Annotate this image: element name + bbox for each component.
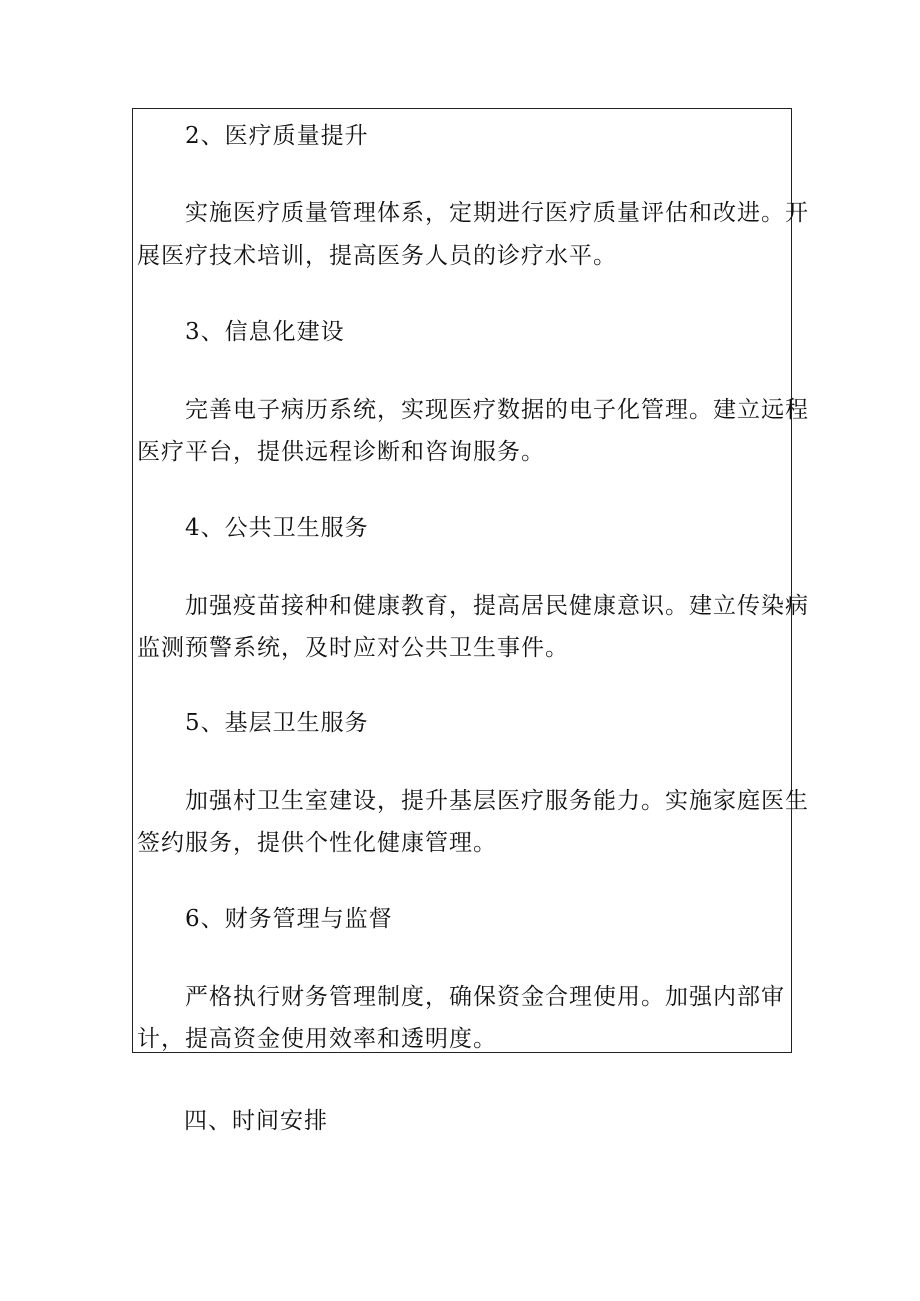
section-heading-primary-care: 5、基层卫生服务 [185,710,369,736]
section-heading-public-health: 4、公共卫生服务 [185,515,369,541]
section-body-public-health-line1: 加强疫苗接种和健康教育，提高居民健康意识。建立传染病 [185,593,809,619]
section-body-primary-care-line1: 加强村卫生室建设，提升基层医疗服务能力。实施家庭医生 [185,788,809,814]
section-heading-finance: 6、财务管理与监督 [185,906,393,932]
section-body-informatization-line1: 完善电子病历系统，实现医疗数据的电子化管理。建立远程 [185,397,809,423]
section-body-finance-line2: 计，提高资金使用效率和透明度。 [137,1026,497,1052]
content-table-cell [132,108,809,1053]
section-heading-informatization: 3、信息化建设 [185,319,345,345]
section-body-finance-line1: 严格执行财务管理制度，确保资金合理使用。加强内部审 [185,984,785,1010]
section-body-public-health-line2: 监测预警系统，及时应对公共卫生事件。 [137,635,569,661]
section-heading-quality: 2、医疗质量提升 [185,123,369,149]
section-body-primary-care-line2: 签约服务，提供个性化健康管理。 [137,830,497,856]
section-body-quality-line2: 展医疗技术培训，提高医务人员的诊疗水平。 [137,243,617,269]
section-body-quality-line1: 实施医疗质量管理体系，定期进行医疗质量评估和改进。开 [185,200,809,226]
section-body-informatization-line2: 医疗平台，提供远程诊断和咨询服务。 [137,439,545,465]
chapter-heading-schedule: 四、时间安排 [184,1108,328,1134]
